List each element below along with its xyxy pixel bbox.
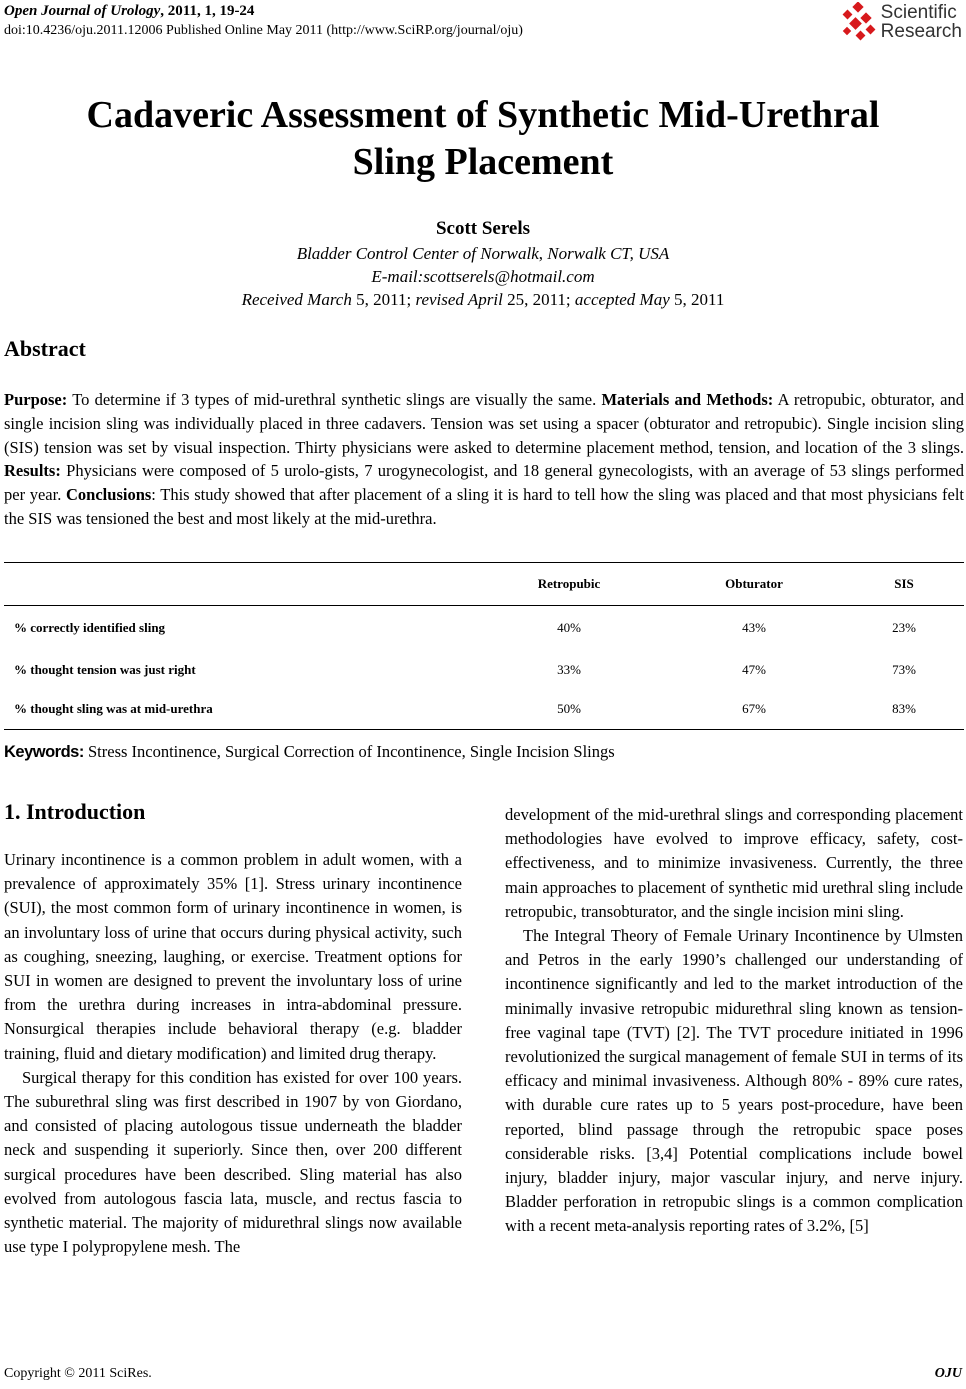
table-cell: 50% <box>557 701 581 716</box>
keywords-label: Keywords: <box>4 743 84 761</box>
keywords-text: Stress Incontinence, Surgical Correction of Incontinence, Single Incision Slings <box>83 742 615 761</box>
intro-heading: 1. Introduction <box>4 799 146 824</box>
table-row <box>4 651 964 690</box>
table-cell: 47% <box>742 662 766 677</box>
email-line: E-mail:scottserels@hotmail.com <box>371 267 595 286</box>
scientific-research-logo-icon <box>840 2 878 42</box>
journal-abbreviation: OJU <box>934 1366 962 1381</box>
table-header-cell: SIS <box>844 563 964 606</box>
intro-paragraph: Surgical therapy for this condition has existed for over 100 years. The suburethral sling was first described in 1907 by von Giordano, and consisted of placing autologous tissue underneath the bladder neck and suspending it superiorly. Since then, over 200 different surgical procedures have been described. Sling material has also evolved from autologous fascia lata, muscle, and rectus fascia to synthetic material. The majority of midurethral slings now available use type I polypropylene mesh. The <box>4 1067 462 1257</box>
results-table <box>4 562 964 730</box>
table-header-cell: Retropubic <box>474 563 664 606</box>
dates-line: Received March 5, 2011; revised April 25, 2011; accepted May 5, 2011 <box>241 290 725 309</box>
title-line-2: Sling Placement <box>352 141 614 183</box>
table-row-label: % thought sling was at mid-urethra <box>14 701 213 716</box>
table-row <box>4 606 964 651</box>
table-header-cell <box>4 563 474 606</box>
table-cell: 23% <box>892 620 916 636</box>
right-column <box>505 803 963 1239</box>
table-header-row <box>4 563 964 606</box>
journal-name: Open Journal of Urology <box>4 3 161 19</box>
table-row <box>4 690 964 729</box>
author-email: :scottserels@hotmail.com <box>417 267 595 286</box>
table-header-cell: Obturator <box>664 563 844 606</box>
author-name: Scott Serels <box>435 218 531 239</box>
table-cell: 33% <box>557 662 581 677</box>
doi-line: doi:10.4236/oju.2011.12006 Published Online May 2011 (http://www.SciRP.org/journal/oju) <box>4 23 523 38</box>
affiliation-org: Bladder Control Center of Norwalk <box>296 244 539 263</box>
title-line-1: Cadaveric Assessment of Synthetic Mid-Urethral <box>86 94 880 136</box>
publisher-logo <box>840 2 962 42</box>
table-cell: 43% <box>742 620 766 636</box>
affiliation-place: Norwalk CT, USA <box>547 244 670 263</box>
copyright-footer: Copyright © 2011 SciRes. <box>4 1366 152 1381</box>
intro-paragraph: Urinary incontinence is a common problem in adult women, with a prevalence of approximately 35% [1]. Stress urinary incontinence (SUI), the most common form of urinary incontinence in women, is an involuntary loss of urine that occurs during physical activity, such as coughing, sneezing, laughing, or exercise. Treatment options for SUI in women are designed to prevent the involuntary loss of urine from the urethra during increases in intra-abdominal pressure. Nonsurgical therapies include behavioral therapy (e.g. bladder training, fluid and dietary modification) and limited drug therapy. <box>4 850 462 1063</box>
table-row-label: % thought tension was just right <box>14 662 196 677</box>
abstract-text: Purpose: To determine if 3 types of mid-urethral synthetic slings are visually the same. Materials and Methods: A retropubic, obturator, and single incision sling was individually placed in three cadavers. Tension was set using a spacer (obturator and retropubic). Single incision sling (SIS) tension was set by visual inspection. Thirty physicians were asked to determine placement method, tension, and location of the 3 slings. Results: Physicians were composed of 5 urolo-gists, 7 urogynecologist, and 18 general gynecologists, with an average of 53 slings performed per year. Conclusions: This study showed that after placement of a sling it is hard to tell how the sling was placed and that most physicians felt the SIS was tensioned the best and most likely at the mid-urethra. <box>4 390 964 528</box>
table-cell: 67% <box>742 701 766 716</box>
logo-line-2: Research <box>880 21 962 42</box>
affiliation-line: Bladder Control Center of Norwalk, Norwalk CT, USA <box>296 244 670 263</box>
abstract-heading: Abstract <box>4 336 86 361</box>
keywords-line <box>4 742 615 762</box>
paper-title <box>0 92 966 186</box>
table-cell: 73% <box>892 662 916 677</box>
table-cell: 40% <box>557 620 581 636</box>
journal-header <box>4 2 523 40</box>
table-row-label: % correctly identified sling <box>14 620 166 636</box>
journal-volume: , 2011, 1, 19-24 <box>160 3 255 19</box>
logo-line-1: Scientific <box>880 2 957 23</box>
intro-paragraph: development of the mid-urethral slings and corresponding placement methodologies have evolved to improve efficacy, safety, cost-effectiveness, and to minimize invasiveness. Currently, the three main approaches to placement of synthetic mid urethral sling include retropubic, transobturator, and the single incision mini sling. <box>505 805 963 921</box>
table-cell: 83% <box>892 701 916 716</box>
intro-paragraph: The Integral Theory of Female Urinary Incontinence by Ulmsten and Petros in the early 1990’s challenged our understanding of incontinence significantly and led to the market introduction of the minimally invasive retropubic midurethral sling known as tension-free vaginal tape (TVT) [2]. The TVT procedure initiated in 1996 revolutionized the surgical management of female SUI in terms of its efficacy and minimal invasiveness. Although 80% - 89% cure rates, with durable cure rates up to 5 years post-procedure, have been reported, blind passage through the retropubic space poses considerable risks. [3,4] Potential complications include bowel injury, bladder injury, major vascular injury, and nerve injury. Bladder perforation in retropubic slings is a common complication with a recent meta-analysis reporting rates of 3.2%, [5] <box>505 926 963 1236</box>
left-column <box>4 798 462 1259</box>
